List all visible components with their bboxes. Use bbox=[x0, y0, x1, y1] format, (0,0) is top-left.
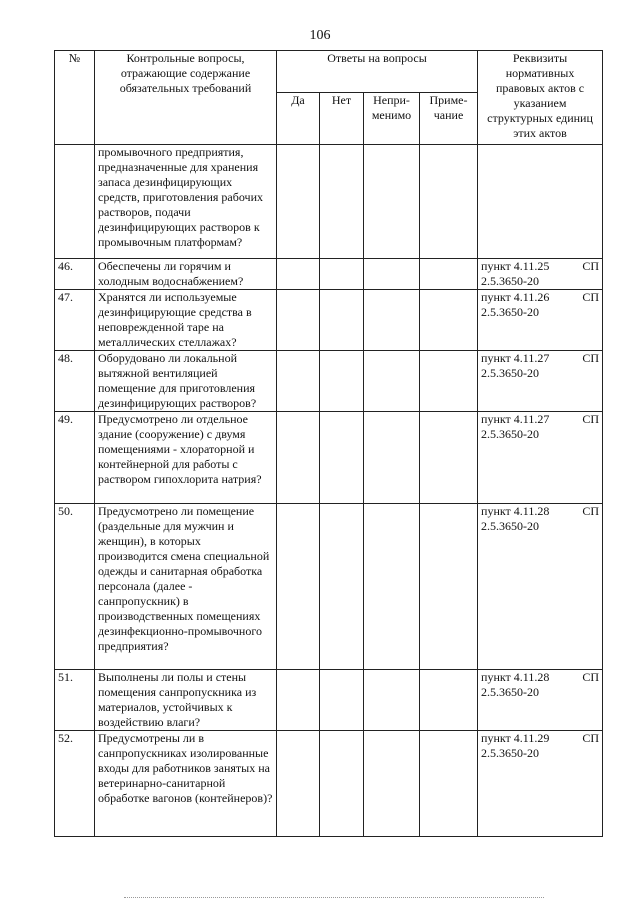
req-clause: пункт 4.11.28 bbox=[481, 670, 550, 684]
header-answers: Ответы на вопросы bbox=[277, 51, 478, 93]
req-doc: 2.5.3650-20 bbox=[481, 519, 540, 533]
req-code: СП bbox=[582, 412, 600, 426]
header-note: Приме-чание bbox=[420, 93, 478, 145]
row-requisites bbox=[478, 412, 603, 504]
header-yes: Да bbox=[277, 93, 320, 145]
table-row bbox=[55, 259, 603, 290]
table-row bbox=[55, 731, 603, 837]
answer-note-cell[interactable] bbox=[420, 504, 478, 670]
req-code: СП bbox=[582, 290, 600, 304]
row-requisites bbox=[478, 670, 603, 731]
answer-note-cell[interactable] bbox=[420, 351, 478, 412]
row-question: Хранятся ли используемые дезинфицирующие средства в неповрежденной таре на металлических стеллажах? bbox=[95, 290, 277, 351]
header-question: Контрольные вопросы, отражающие содержание обязательных требований bbox=[95, 51, 277, 145]
row-num: 46. bbox=[55, 259, 95, 290]
table-row bbox=[55, 670, 603, 731]
answer-na-cell[interactable] bbox=[364, 351, 420, 412]
req-doc: 2.5.3650-20 bbox=[481, 274, 540, 288]
page-number: 106 bbox=[309, 28, 331, 43]
req-clause: пункт 4.11.27 bbox=[481, 412, 550, 426]
row-requisites bbox=[478, 259, 603, 290]
row-num: 47. bbox=[55, 290, 95, 351]
req-code: СП bbox=[582, 504, 600, 518]
req-code: СП bbox=[582, 731, 600, 745]
answer-no-cell[interactable] bbox=[320, 504, 364, 670]
req-doc: 2.5.3650-20 bbox=[481, 427, 540, 441]
row-question: Предусмотрены ли в санпропускниках изолированные входы для работников занятых на ветеринарно-санитарной обработке вагонов (контейнеров)? bbox=[95, 731, 277, 837]
row-requisites bbox=[478, 504, 603, 670]
answer-na-cell[interactable] bbox=[364, 670, 420, 731]
req-code: СП bbox=[582, 259, 600, 273]
answer-na-cell[interactable] bbox=[364, 412, 420, 504]
answer-yes-cell[interactable] bbox=[277, 259, 320, 290]
answer-na-cell[interactable] bbox=[364, 145, 420, 259]
answer-no-cell[interactable] bbox=[320, 145, 364, 259]
req-clause: пункт 4.11.25 bbox=[481, 259, 550, 273]
answer-no-cell[interactable] bbox=[320, 731, 364, 837]
answer-note-cell[interactable] bbox=[420, 145, 478, 259]
row-requisites bbox=[478, 731, 603, 837]
answer-no-cell[interactable] bbox=[320, 412, 364, 504]
answer-no-cell[interactable] bbox=[320, 670, 364, 731]
answer-yes-cell[interactable] bbox=[277, 145, 320, 259]
checklist-table bbox=[54, 50, 603, 837]
row-question: промывочного предприятия, предназначенные для хранения запаса дезинфицирующих средств, приготовления рабочих растворов, подачи дезинфицирующих растворов к промывочным платформам? bbox=[95, 145, 277, 259]
req-doc: 2.5.3650-20 bbox=[481, 685, 540, 699]
row-num: 50. bbox=[55, 504, 95, 670]
scan-edge-mark bbox=[124, 897, 544, 901]
answer-note-cell[interactable] bbox=[420, 290, 478, 351]
row-question: Предусмотрено ли помещение (раздельные для мужчин и женщин), в которых производится смена специальной одежды и санитарная обработка персонала (далее - санпропускник) в производственных помещениях дезинфекционно-промывочного предприятия? bbox=[95, 504, 277, 670]
answer-note-cell[interactable] bbox=[420, 731, 478, 837]
row-num: 51. bbox=[55, 670, 95, 731]
req-clause: пункт 4.11.28 bbox=[481, 504, 550, 518]
answer-note-cell[interactable] bbox=[420, 259, 478, 290]
answer-yes-cell[interactable] bbox=[277, 670, 320, 731]
header-num: № bbox=[55, 51, 95, 145]
row-question: Предусмотрено ли отдельное здание (сооружение) с двумя помещениями - хлораторной и контейнерной для работы с раствором гипохлорита натрия? bbox=[95, 412, 277, 504]
table-row bbox=[55, 412, 603, 504]
row-question: Оборудовано ли локальной вытяжной вентиляцией помещение для приготовления дезинфицирующих растворов? bbox=[95, 351, 277, 412]
row-num bbox=[55, 145, 95, 259]
answer-yes-cell[interactable] bbox=[277, 290, 320, 351]
answer-yes-cell[interactable] bbox=[277, 351, 320, 412]
req-clause: пункт 4.11.29 bbox=[481, 731, 550, 745]
row-requisites bbox=[478, 290, 603, 351]
req-code: СП bbox=[582, 351, 600, 365]
header-requisites: Реквизиты нормативных правовых актов с указанием структурных единиц этих актов bbox=[478, 51, 603, 145]
answer-note-cell[interactable] bbox=[420, 670, 478, 731]
req-code: СП bbox=[582, 670, 600, 684]
req-doc: 2.5.3650-20 bbox=[481, 746, 540, 760]
header-na: Непри-менимо bbox=[364, 93, 420, 145]
table-row bbox=[55, 351, 603, 412]
req-clause: пункт 4.11.27 bbox=[481, 351, 550, 365]
answer-no-cell[interactable] bbox=[320, 290, 364, 351]
answer-yes-cell[interactable] bbox=[277, 504, 320, 670]
answer-yes-cell[interactable] bbox=[277, 412, 320, 504]
req-clause: пункт 4.11.26 bbox=[481, 290, 550, 304]
row-num: 52. bbox=[55, 731, 95, 837]
row-requisites bbox=[478, 145, 603, 259]
row-num: 49. bbox=[55, 412, 95, 504]
answer-no-cell[interactable] bbox=[320, 351, 364, 412]
answer-note-cell[interactable] bbox=[420, 412, 478, 504]
table-row bbox=[55, 145, 603, 259]
row-question: Обеспечены ли горячим и холодным водоснабжением? bbox=[95, 259, 277, 290]
answer-na-cell[interactable] bbox=[364, 731, 420, 837]
table-row bbox=[55, 504, 603, 670]
answer-no-cell[interactable] bbox=[320, 259, 364, 290]
table-row bbox=[55, 290, 603, 351]
answer-yes-cell[interactable] bbox=[277, 731, 320, 837]
answer-na-cell[interactable] bbox=[364, 259, 420, 290]
req-doc: 2.5.3650-20 bbox=[481, 366, 540, 380]
answer-na-cell[interactable] bbox=[364, 290, 420, 351]
req-doc: 2.5.3650-20 bbox=[481, 305, 540, 319]
row-requisites bbox=[478, 351, 603, 412]
answer-na-cell[interactable] bbox=[364, 504, 420, 670]
row-num: 48. bbox=[55, 351, 95, 412]
header-no: Нет bbox=[320, 93, 364, 145]
row-question: Выполнены ли полы и стены помещения санпропускника из материалов, устойчивых к воздействию влаги? bbox=[95, 670, 277, 731]
